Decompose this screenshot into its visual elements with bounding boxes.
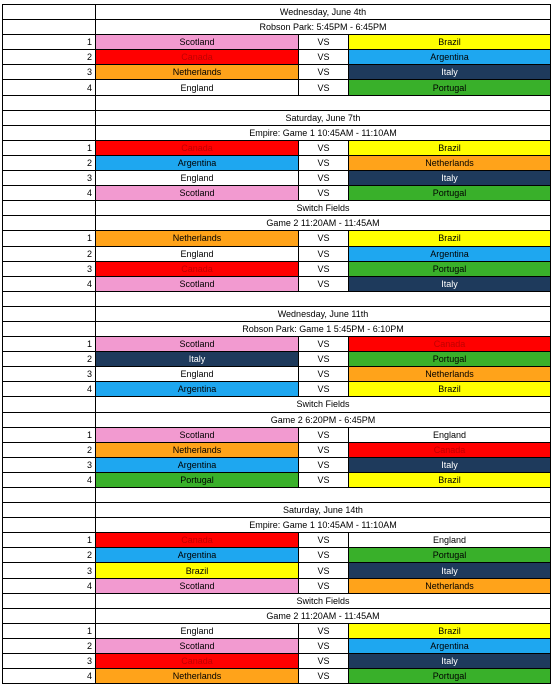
vs-label[interactable]: VS <box>299 246 349 261</box>
empty-cell[interactable] <box>3 5 96 20</box>
match-row <box>3 337 551 352</box>
vs-label[interactable]: VS <box>299 427 349 442</box>
match-number[interactable]: 1 <box>3 140 96 155</box>
game-time-header-row <box>3 321 551 336</box>
home-team[interactable]: Italy <box>96 352 299 367</box>
match-row <box>3 638 551 653</box>
away-team[interactable]: Italy <box>349 171 551 186</box>
empty-cell[interactable] <box>3 216 96 231</box>
match-number[interactable]: 1 <box>3 533 96 548</box>
vs-label[interactable]: VS <box>299 186 349 201</box>
empty-cell[interactable] <box>3 291 96 306</box>
match-number[interactable]: 1 <box>3 623 96 638</box>
match-row <box>3 35 551 50</box>
match-row <box>3 472 551 487</box>
home-team[interactable]: England <box>96 623 299 638</box>
date-header[interactable]: Saturday, June 14th <box>96 503 551 518</box>
match-number[interactable]: 2 <box>3 155 96 170</box>
vs-label[interactable]: VS <box>299 654 349 669</box>
match-number[interactable]: 4 <box>3 186 96 201</box>
empty-cell[interactable] <box>3 125 96 140</box>
match-number[interactable]: 4 <box>3 472 96 487</box>
home-team[interactable]: Canada <box>96 654 299 669</box>
match-number[interactable]: 3 <box>3 65 96 80</box>
empty-cell[interactable] <box>3 306 96 321</box>
away-team[interactable]: Portugal <box>349 80 551 95</box>
home-team[interactable]: Netherlands <box>96 231 299 246</box>
vs-label[interactable]: VS <box>299 442 349 457</box>
away-team[interactable]: Italy <box>349 276 551 291</box>
empty-cell[interactable] <box>3 20 96 35</box>
match-number[interactable]: 3 <box>3 563 96 578</box>
schedule-body <box>3 5 551 684</box>
schedule-sheet <box>2 4 551 684</box>
switch-fields-label[interactable]: Switch Fields <box>96 201 551 216</box>
empty-cell[interactable] <box>3 95 96 110</box>
empty-cell[interactable] <box>3 110 96 125</box>
vs-label[interactable]: VS <box>299 563 349 578</box>
game-time-header[interactable]: Game 2 6:20PM - 6:45PM <box>96 412 551 427</box>
match-number[interactable]: 3 <box>3 171 96 186</box>
away-team[interactable]: Argentina <box>349 246 551 261</box>
vs-label[interactable]: VS <box>299 337 349 352</box>
home-team[interactable]: Argentina <box>96 548 299 563</box>
date-header[interactable]: Wednesday, June 11th <box>96 306 551 321</box>
home-team[interactable]: Canada <box>96 140 299 155</box>
match-number[interactable]: 2 <box>3 548 96 563</box>
game-time-header[interactable]: Robson Park: Game 1 5:45PM - 6:10PM <box>96 321 551 336</box>
home-team[interactable]: Argentina <box>96 155 299 170</box>
away-team[interactable]: Argentina <box>349 638 551 653</box>
match-row <box>3 261 551 276</box>
empty-cell[interactable] <box>3 503 96 518</box>
away-team[interactable]: England <box>349 533 551 548</box>
game-time-header-row <box>3 125 551 140</box>
match-row <box>3 65 551 80</box>
date-header-row <box>3 306 551 321</box>
game-time-header[interactable]: Empire: Game 1 10:45AM - 11:10AM <box>96 125 551 140</box>
match-number[interactable]: 4 <box>3 578 96 593</box>
match-row <box>3 367 551 382</box>
away-team[interactable]: Portugal <box>349 669 551 684</box>
vs-label[interactable]: VS <box>299 548 349 563</box>
away-team[interactable]: Brazil <box>349 623 551 638</box>
away-team[interactable]: Netherlands <box>349 155 551 170</box>
home-team[interactable]: Scotland <box>96 276 299 291</box>
vs-label[interactable]: VS <box>299 669 349 684</box>
home-team[interactable]: Netherlands <box>96 65 299 80</box>
empty-cell[interactable] <box>96 95 551 110</box>
switch-fields-label-row <box>3 397 551 412</box>
game-time-header-row <box>3 608 551 623</box>
match-number[interactable]: 4 <box>3 669 96 684</box>
empty-cell[interactable] <box>3 518 96 533</box>
match-row <box>3 140 551 155</box>
home-team[interactable]: England <box>96 80 299 95</box>
date-header[interactable]: Wednesday, June 4th <box>96 5 551 20</box>
match-number[interactable]: 2 <box>3 50 96 65</box>
match-number[interactable]: 2 <box>3 638 96 653</box>
home-team[interactable]: England <box>96 246 299 261</box>
match-row <box>3 155 551 170</box>
away-team[interactable]: Netherlands <box>349 578 551 593</box>
away-team[interactable]: Brazil <box>349 140 551 155</box>
match-row <box>3 186 551 201</box>
match-row <box>3 442 551 457</box>
away-team[interactable]: Brazil <box>349 472 551 487</box>
match-number[interactable]: 1 <box>3 427 96 442</box>
match-row <box>3 246 551 261</box>
match-row <box>3 427 551 442</box>
match-number[interactable]: 1 <box>3 35 96 50</box>
game-time-header-row <box>3 518 551 533</box>
match-row <box>3 80 551 95</box>
game-time-header[interactable]: Game 2 11:20AM - 11:45AM <box>96 216 551 231</box>
switch-fields-label-row <box>3 593 551 608</box>
home-team[interactable]: Brazil <box>96 563 299 578</box>
empty-cell[interactable] <box>3 321 96 336</box>
match-number[interactable]: 4 <box>3 382 96 397</box>
empty-cell[interactable] <box>3 201 96 216</box>
vs-label[interactable]: VS <box>299 533 349 548</box>
empty-cell[interactable] <box>3 488 96 503</box>
away-team[interactable]: Italy <box>349 457 551 472</box>
game-time-header[interactable]: Robson Park: 5:45PM - 6:45PM <box>96 20 551 35</box>
vs-label[interactable]: VS <box>299 367 349 382</box>
vs-label[interactable]: VS <box>299 50 349 65</box>
away-team[interactable]: Italy <box>349 563 551 578</box>
away-team[interactable]: Portugal <box>349 548 551 563</box>
game-time-header[interactable]: Game 2 11:20AM - 11:45AM <box>96 608 551 623</box>
away-team[interactable]: Canada <box>349 442 551 457</box>
match-row <box>3 669 551 684</box>
empty-cell[interactable] <box>3 593 96 608</box>
date-header-row <box>3 503 551 518</box>
match-row <box>3 623 551 638</box>
blank-row <box>3 95 551 110</box>
away-team[interactable]: Canada <box>349 337 551 352</box>
match-row <box>3 382 551 397</box>
vs-label[interactable]: VS <box>299 352 349 367</box>
game-time-header-row <box>3 412 551 427</box>
away-team[interactable]: Brazil <box>349 35 551 50</box>
away-team[interactable]: Brazil <box>349 231 551 246</box>
empty-cell[interactable] <box>3 608 96 623</box>
home-team[interactable]: Portugal <box>96 472 299 487</box>
match-row <box>3 50 551 65</box>
match-row <box>3 654 551 669</box>
home-team[interactable]: Netherlands <box>96 442 299 457</box>
vs-label[interactable]: VS <box>299 140 349 155</box>
home-team[interactable]: Scotland <box>96 186 299 201</box>
match-number[interactable]: 4 <box>3 276 96 291</box>
match-row <box>3 548 551 563</box>
away-team[interactable]: Portugal <box>349 186 551 201</box>
away-team[interactable]: Italy <box>349 654 551 669</box>
vs-label[interactable]: VS <box>299 623 349 638</box>
home-team[interactable]: Canada <box>96 50 299 65</box>
date-header-row <box>3 110 551 125</box>
away-team[interactable]: Portugal <box>349 352 551 367</box>
home-team[interactable]: England <box>96 367 299 382</box>
match-number[interactable]: 3 <box>3 457 96 472</box>
home-team[interactable]: Argentina <box>96 382 299 397</box>
empty-cell[interactable] <box>3 397 96 412</box>
match-number[interactable]: 2 <box>3 442 96 457</box>
match-number[interactable]: 3 <box>3 367 96 382</box>
match-row <box>3 231 551 246</box>
match-number[interactable]: 3 <box>3 261 96 276</box>
match-number[interactable]: 1 <box>3 231 96 246</box>
vs-label[interactable]: VS <box>299 276 349 291</box>
match-row <box>3 563 551 578</box>
vs-label[interactable]: VS <box>299 472 349 487</box>
vs-label[interactable]: VS <box>299 65 349 80</box>
date-header-row <box>3 5 551 20</box>
switch-fields-label-row <box>3 201 551 216</box>
vs-label[interactable]: VS <box>299 261 349 276</box>
switch-fields-label[interactable]: Switch Fields <box>96 397 551 412</box>
vs-label[interactable]: VS <box>299 155 349 170</box>
match-number[interactable]: 2 <box>3 352 96 367</box>
vs-label[interactable]: VS <box>299 80 349 95</box>
switch-fields-label[interactable]: Switch Fields <box>96 593 551 608</box>
away-team[interactable]: Portugal <box>349 261 551 276</box>
vs-label[interactable]: VS <box>299 578 349 593</box>
vs-label[interactable]: VS <box>299 457 349 472</box>
home-team[interactable]: Scotland <box>96 35 299 50</box>
home-team[interactable]: Argentina <box>96 457 299 472</box>
match-row <box>3 352 551 367</box>
vs-label[interactable]: VS <box>299 638 349 653</box>
match-number[interactable]: 4 <box>3 80 96 95</box>
away-team[interactable]: Argentina <box>349 50 551 65</box>
blank-row <box>3 488 551 503</box>
match-row <box>3 578 551 593</box>
match-number[interactable]: 2 <box>3 246 96 261</box>
vs-label[interactable]: VS <box>299 231 349 246</box>
empty-cell[interactable] <box>3 412 96 427</box>
game-time-header-row <box>3 20 551 35</box>
home-team[interactable]: Netherlands <box>96 669 299 684</box>
match-row <box>3 171 551 186</box>
game-time-header[interactable]: Empire: Game 1 10:45AM - 11:10AM <box>96 518 551 533</box>
away-team[interactable]: Brazil <box>349 382 551 397</box>
home-team[interactable]: England <box>96 171 299 186</box>
vs-label[interactable]: VS <box>299 382 349 397</box>
away-team[interactable]: Italy <box>349 65 551 80</box>
empty-cell[interactable] <box>96 488 551 503</box>
vs-label[interactable]: VS <box>299 35 349 50</box>
match-row <box>3 276 551 291</box>
home-team[interactable]: Scotland <box>96 427 299 442</box>
empty-cell[interactable] <box>96 291 551 306</box>
home-team[interactable]: Canada <box>96 533 299 548</box>
match-number[interactable]: 3 <box>3 654 96 669</box>
away-team[interactable]: England <box>349 427 551 442</box>
match-row <box>3 457 551 472</box>
home-team[interactable]: Scotland <box>96 337 299 352</box>
date-header[interactable]: Saturday, June 7th <box>96 110 551 125</box>
match-number[interactable]: 1 <box>3 337 96 352</box>
game-time-header-row <box>3 216 551 231</box>
home-team[interactable]: Canada <box>96 261 299 276</box>
match-row <box>3 533 551 548</box>
vs-label[interactable]: VS <box>299 171 349 186</box>
home-team[interactable]: Scotland <box>96 638 299 653</box>
home-team[interactable]: Scotland <box>96 578 299 593</box>
blank-row <box>3 291 551 306</box>
away-team[interactable]: Netherlands <box>349 367 551 382</box>
